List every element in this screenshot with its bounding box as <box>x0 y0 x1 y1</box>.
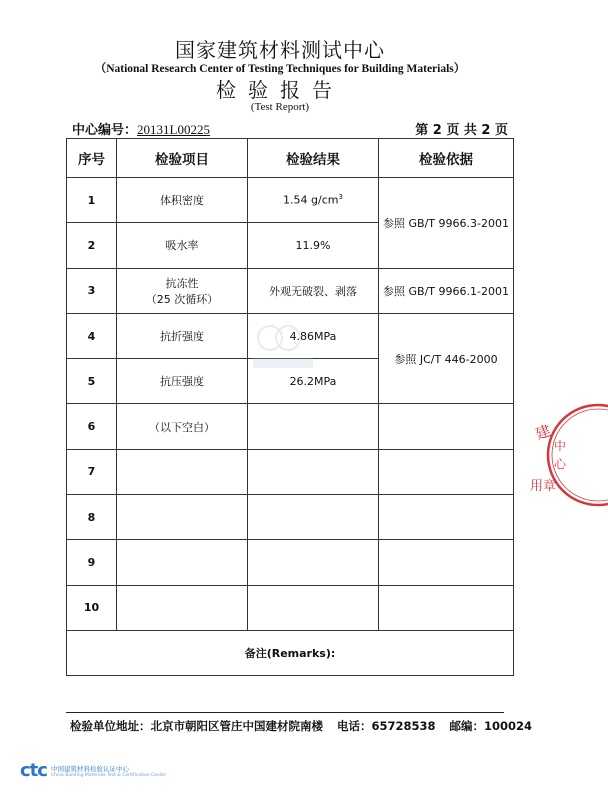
row-result-value: 1.54 g/cm <box>283 193 339 207</box>
seal-char-2: 中 <box>554 439 567 453</box>
center-number-value: 20131L00225 <box>137 122 210 137</box>
row-result: 外观无破裂、剥落 <box>248 268 379 313</box>
seal-char-3: 心 <box>554 457 567 471</box>
watermark-graphic <box>248 320 318 375</box>
row-basis: 参照 GB/T 9966.1-2001 <box>379 268 514 313</box>
row-result: 11.9% <box>248 223 379 268</box>
report-title-en: (Test Report) <box>250 101 310 113</box>
postcode-value: 100024 <box>484 719 533 733</box>
row-item <box>117 540 248 585</box>
row-no: 7 <box>67 449 117 494</box>
row-no: 9 <box>67 540 117 585</box>
row-item <box>117 585 248 630</box>
seal-char-1: 建 <box>532 421 554 444</box>
results-table <box>66 138 514 676</box>
row-no: 6 <box>67 404 117 449</box>
row-basis <box>379 585 514 630</box>
row-result: 4.86MPa <box>248 313 379 358</box>
row-result <box>248 495 379 540</box>
ctc-logo <box>20 760 166 781</box>
row-item: 吸水率 <box>117 223 248 268</box>
official-seal <box>528 400 608 510</box>
report-title: 检验报告 <box>216 78 344 102</box>
ctc-logo-names <box>51 764 166 778</box>
remarks-row <box>67 630 514 675</box>
row-item-subtext: （25 次循环） <box>145 292 219 306</box>
table-row <box>67 540 514 585</box>
row-item: 体积密度 <box>117 178 248 223</box>
row-item <box>117 449 248 494</box>
col-header-basis: 检验依据 <box>379 139 514 178</box>
row-result <box>248 178 379 223</box>
center-name-en: （National Research Center of Testing Techniques for Building Materials） <box>94 63 466 75</box>
phone-label: 电话： <box>337 719 372 733</box>
row-result: 26.2MPa <box>248 359 379 404</box>
row-no: 2 <box>67 223 117 268</box>
row-no: 5 <box>67 359 117 404</box>
col-header-no: 序号 <box>67 139 117 178</box>
row-item: 抗压强度 <box>117 359 248 404</box>
col-header-item: 检验项目 <box>117 139 248 178</box>
row-basis <box>379 540 514 585</box>
row-no: 10 <box>67 585 117 630</box>
postcode-label: 邮编： <box>449 719 485 733</box>
row-item: 抗折强度 <box>117 313 248 358</box>
row-basis: 参照 GB/T 9966.3-2001 <box>379 178 514 269</box>
center-number-label: 中心编号： <box>72 123 138 138</box>
footer-contact <box>70 718 532 734</box>
table-row <box>67 268 514 313</box>
table-row <box>67 404 514 449</box>
col-header-result: 检验结果 <box>248 139 379 178</box>
row-basis <box>379 449 514 494</box>
row-item: （以下空白） <box>117 404 248 449</box>
footer-divider <box>66 712 504 713</box>
row-result <box>248 404 379 449</box>
table-row <box>67 449 514 494</box>
row-result <box>248 449 379 494</box>
ctc-name-en: China Building Materials Test & Certification Center <box>50 772 167 778</box>
row-item-name: 抗冻性 <box>165 276 199 290</box>
row-no: 1 <box>67 178 117 223</box>
table-header-row <box>67 139 514 178</box>
row-basis <box>379 404 514 449</box>
row-result <box>248 585 379 630</box>
phone-value: 65728538 <box>371 719 436 733</box>
table-row <box>67 178 514 223</box>
row-result <box>248 540 379 585</box>
row-no: 3 <box>67 268 117 313</box>
row-no: 4 <box>67 313 117 358</box>
row-basis: 参照 JC/T 446-2000 <box>379 313 514 404</box>
page-info: 第 2 页 共 2 页 <box>415 123 508 138</box>
table-row <box>67 495 514 540</box>
row-no: 8 <box>67 495 117 540</box>
remarks-label: 备注(Remarks): <box>67 630 514 675</box>
center-name: 国家建筑材料测试中心 <box>175 38 385 62</box>
address-value: 北京市朝阳区管庄中国建材院南楼 <box>150 719 323 733</box>
ctc-name-cn: 中国建筑材料检验认证中心 <box>50 764 129 773</box>
row-basis <box>379 495 514 540</box>
center-number <box>72 119 210 138</box>
table-row <box>67 585 514 630</box>
row-item <box>117 495 248 540</box>
seal-char-4: 用章 <box>530 479 557 494</box>
address-label: 检验单位地址： <box>70 719 151 733</box>
ctc-logo-mark: ctc <box>20 760 47 781</box>
row-result-superscript: 3 <box>338 193 343 202</box>
row-item <box>117 268 248 313</box>
